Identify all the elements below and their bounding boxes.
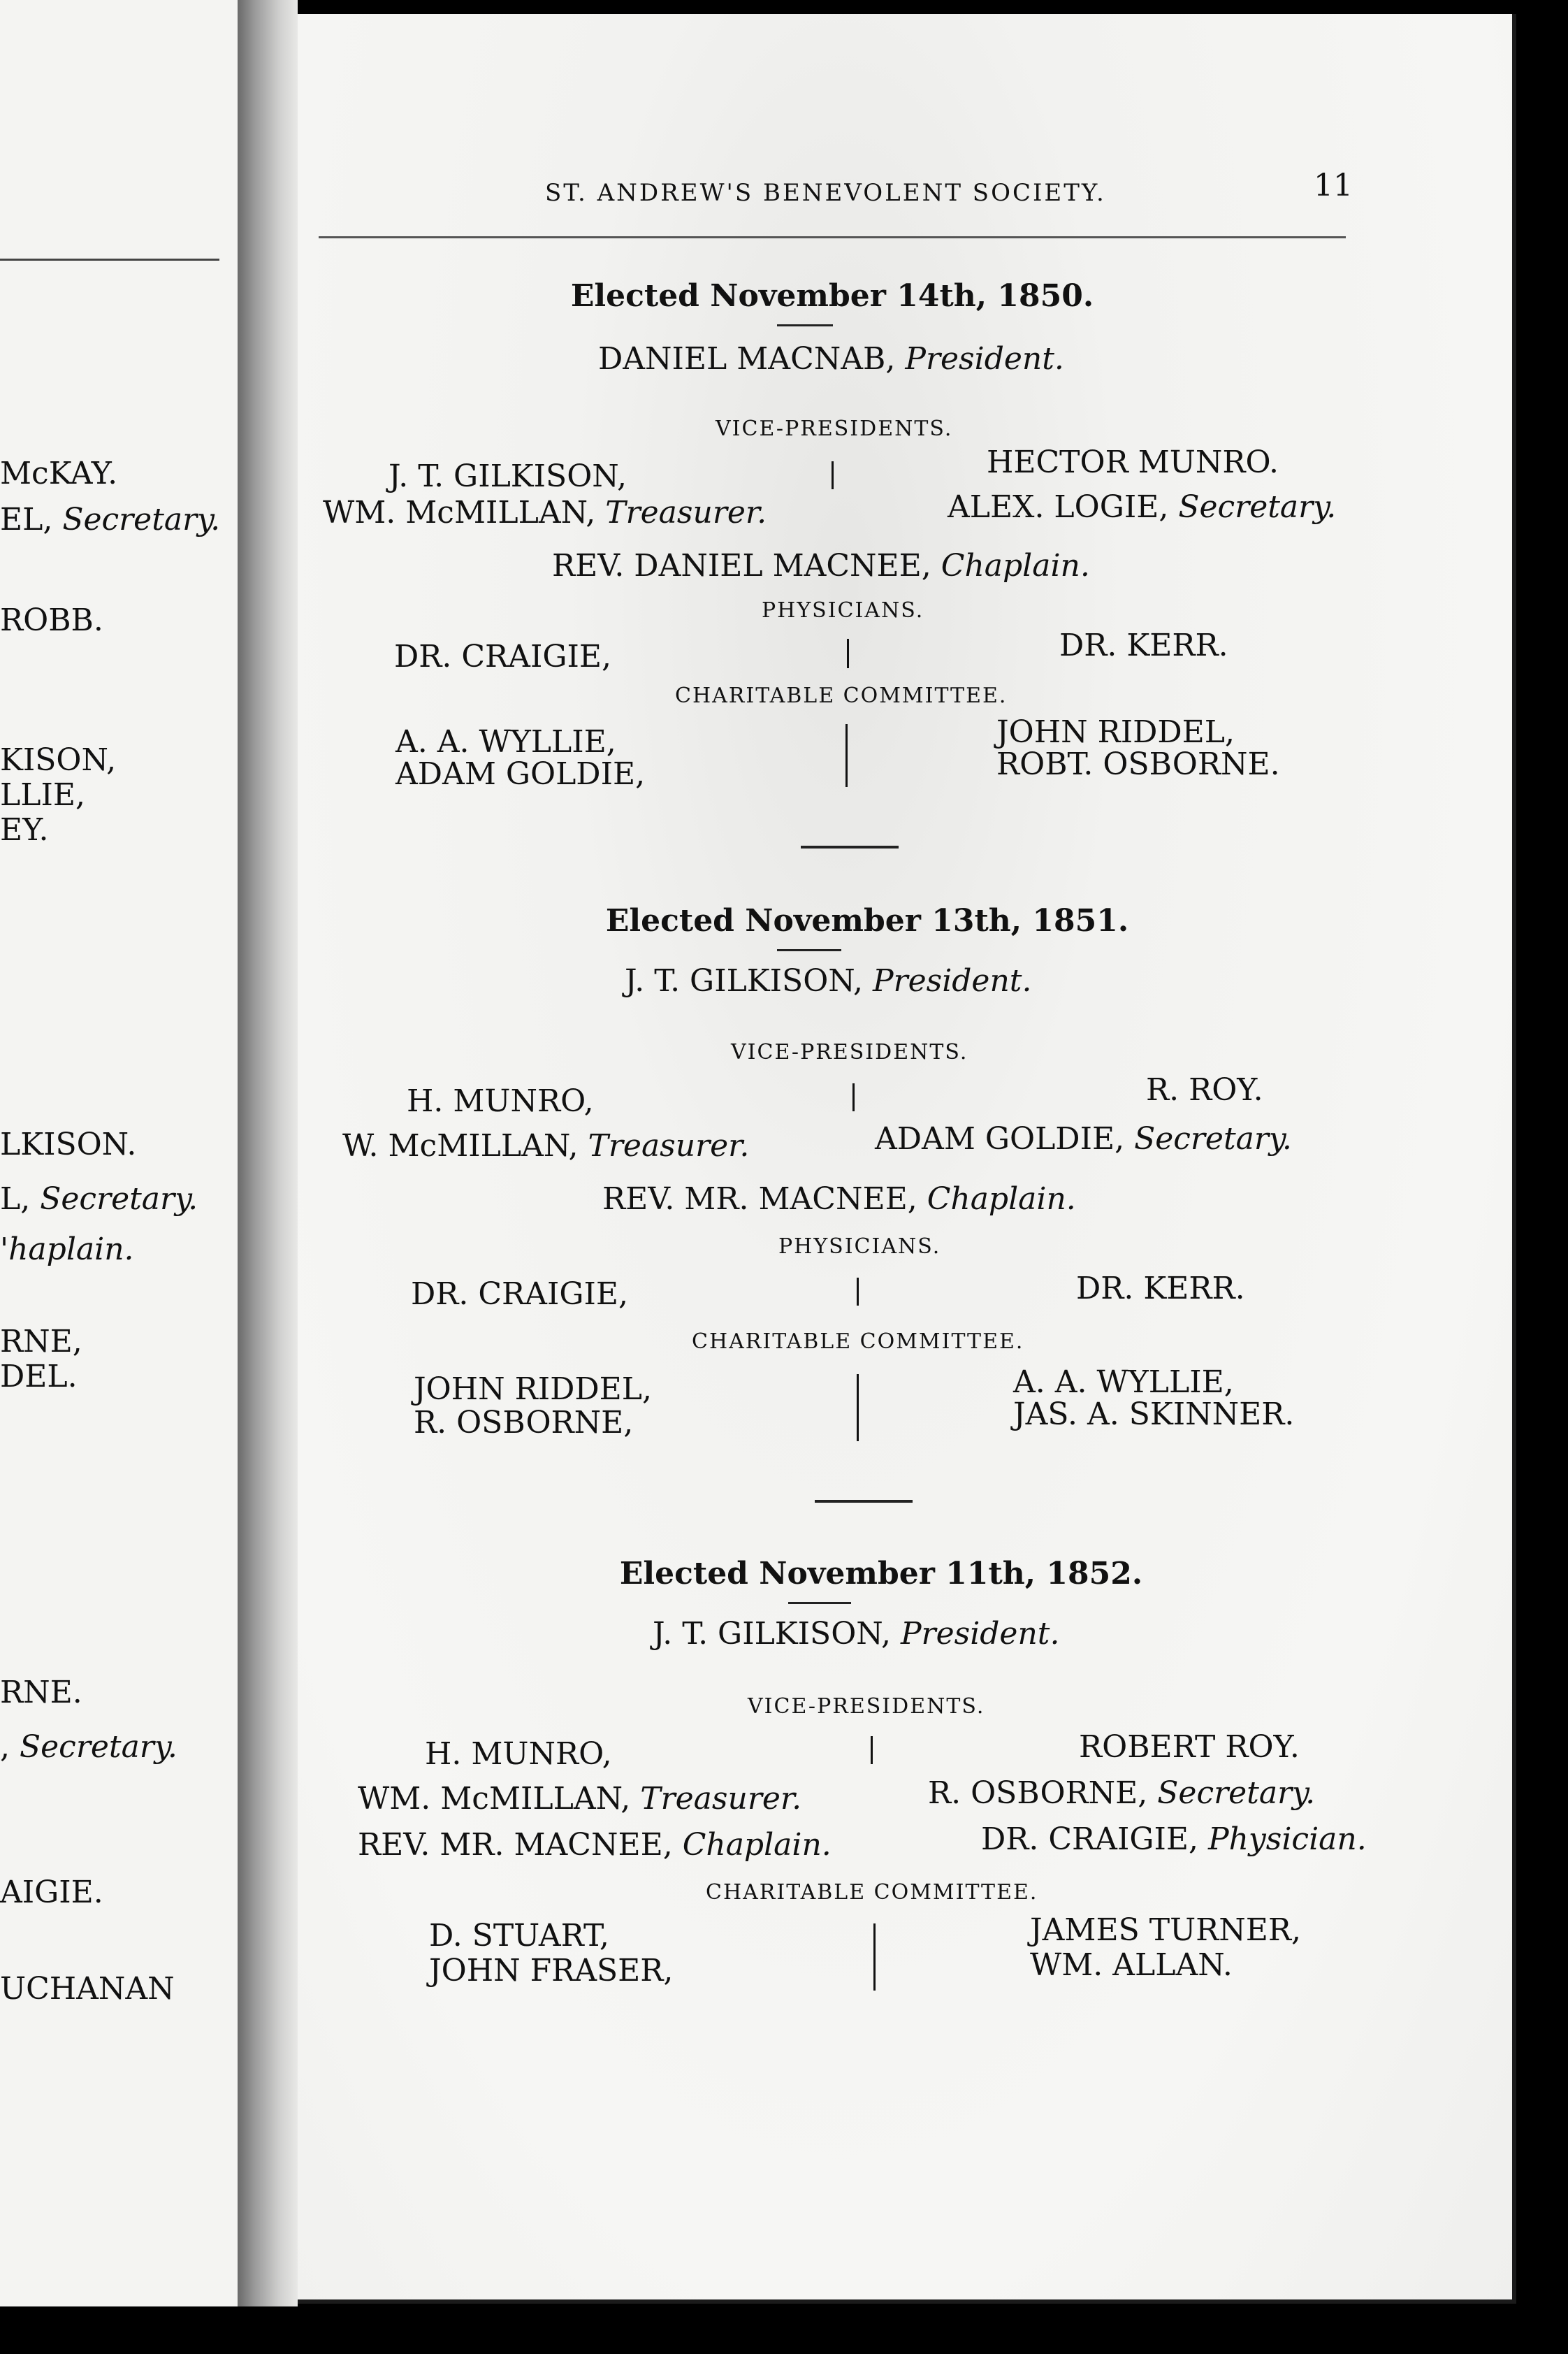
committee-member: JOHN FRASER, (429, 1953, 674, 1988)
book-spine (238, 0, 298, 2306)
title-underline (777, 324, 833, 326)
vice-president-left: H. MUNRO, (407, 1083, 594, 1119)
left-fragment: RNE, (0, 1324, 82, 1359)
committee-member: WM. ALLAN. (1030, 1947, 1233, 1983)
vice-presidents-label: VICE-PRESIDENTS. (748, 1694, 985, 1719)
column-separator (832, 461, 834, 489)
vice-president-right: HECTOR MUNRO. (987, 445, 1279, 480)
committee-member: ADAM GOLDIE, (395, 756, 646, 792)
treasurer-line: WM. McMILLAN, Treasurer. (323, 495, 767, 530)
committee-member: JOHN RIDDEL, (414, 1371, 652, 1407)
section-title: Elected November 13th, 1851. (605, 903, 1129, 939)
left-fragment: L, Secretary. (0, 1181, 198, 1217)
section-title: Elected November 14th, 1850. (570, 278, 1094, 314)
left-fragment: LLIE, (0, 777, 85, 813)
section-title: Elected November 11th, 1852. (619, 1556, 1143, 1591)
secretary-line: R. OSBORNE, Secretary. (928, 1775, 1316, 1811)
running-header: ST. ANDREW'S BENEVOLENT SOCIETY. (545, 179, 1106, 207)
left-fragment: ROBB. (0, 602, 103, 638)
physicians-label: PHYSICIANS. (762, 598, 924, 623)
left-fragment: DEL. (0, 1359, 78, 1394)
left-fragment: AIGIE. (0, 1875, 103, 1910)
header-rule (319, 236, 1346, 238)
column-separator (857, 1374, 859, 1441)
committee-member: A. A. WYLLIE, (395, 724, 616, 760)
left-fragment: 'haplain. (0, 1232, 134, 1267)
physicians-label: PHYSICIANS. (778, 1234, 941, 1259)
vice-president-left: J. T. GILKISON, (389, 458, 627, 494)
title-underline (788, 1602, 851, 1604)
charitable-committee-label: CHARITABLE COMMITTEE. (675, 684, 1008, 708)
physician-right: DR. KERR. (1059, 628, 1228, 663)
committee-member: ROBT. OSBORNE. (996, 746, 1280, 782)
left-fragment: RNE. (0, 1675, 82, 1710)
section-divider (801, 846, 899, 849)
left-fragment: KISON, (0, 742, 117, 778)
president-line: DANIEL MACNAB, President. (598, 341, 1064, 377)
column-separator (847, 639, 849, 668)
physician-line: DR. CRAIGIE, Physician. (981, 1821, 1367, 1857)
left-fragment: LKISON. (0, 1127, 137, 1162)
committee-member: D. STUART, (429, 1918, 609, 1954)
committee-member: JOHN RIDDEL, (996, 714, 1235, 750)
column-separator (873, 1923, 876, 1991)
section-divider (815, 1500, 913, 1503)
president-line: J. T. GILKISON, President. (653, 1616, 1060, 1652)
left-fragment: , Secretary. (0, 1729, 177, 1765)
secretary-line: ALEX. LOGIE, Secretary. (948, 489, 1337, 525)
title-underline (777, 949, 841, 951)
column-separator (871, 1736, 873, 1764)
left-fragment: McKAY. (0, 456, 118, 491)
committee-member: JAS. A. SKINNER. (1013, 1396, 1295, 1432)
committee-member: JAMES TURNER, (1030, 1912, 1302, 1948)
physician-left: DR. CRAIGIE, (394, 639, 611, 674)
vice-presidents-label: VICE-PRESIDENTS. (731, 1040, 968, 1064)
committee-member: R. OSBORNE, (414, 1405, 634, 1440)
column-separator (852, 1083, 855, 1111)
left-page-rule (0, 259, 219, 261)
charitable-committee-label: CHARITABLE COMMITTEE. (706, 1880, 1038, 1905)
committee-member: A. A. WYLLIE, (1013, 1364, 1234, 1400)
treasurer-line: W. McMILLAN, Treasurer. (342, 1128, 750, 1164)
treasurer-line: WM. McMILLAN, Treasurer. (358, 1781, 802, 1817)
secretary-line: ADAM GOLDIE, Secretary. (875, 1121, 1292, 1157)
president-line: J. T. GILKISON, President. (625, 963, 1032, 999)
charitable-committee-label: CHARITABLE COMMITTEE. (692, 1329, 1024, 1354)
left-fragment: UCHANAN (0, 1971, 175, 2007)
vice-president-right: R. ROY. (1146, 1072, 1263, 1108)
column-separator (857, 1278, 859, 1306)
page-number: 11 (1314, 168, 1353, 203)
physician-left: DR. CRAIGIE, (411, 1276, 628, 1312)
left-fragment: EY. (0, 812, 49, 848)
vice-president-left: H. MUNRO, (425, 1736, 612, 1772)
column-separator (845, 724, 848, 787)
chaplain-line: REV. MR. MACNEE, Chaplain. (358, 1827, 832, 1863)
chaplain-line: REV. DANIEL MACNEE, Chaplain. (552, 548, 1090, 584)
vice-presidents-label: VICE-PRESIDENTS. (716, 417, 953, 441)
physician-right: DR. KERR. (1076, 1271, 1245, 1306)
vice-president-right: ROBERT ROY. (1079, 1729, 1300, 1765)
chaplain-line: REV. MR. MACNEE, Chaplain. (602, 1181, 1076, 1217)
left-fragment: EL, Secretary. (0, 502, 221, 537)
